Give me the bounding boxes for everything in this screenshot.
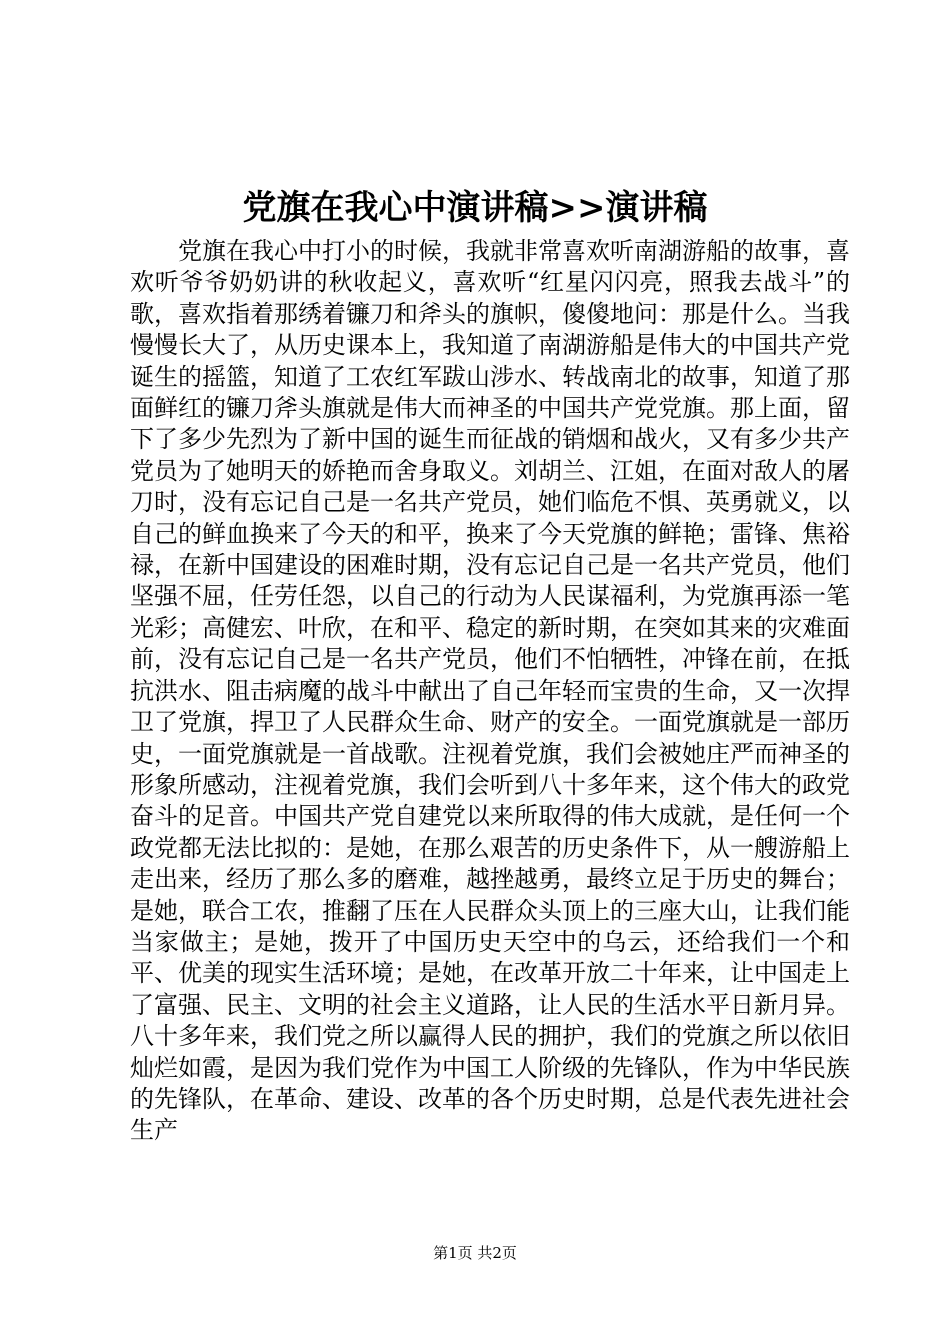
document-title: 党旗在我心中演讲稿>>演讲稿 <box>242 188 708 228</box>
page-number-footer: 第1页 共2页 <box>433 1244 517 1262</box>
document-body-paragraph: 党旗在我心中打小的时候，我就非常喜欢听南湖游船的故事，喜欢听爷爷奶奶讲的秋收起义，喜欢听“红星闪闪亮，照我去战斗”的歌，喜欢指着那绣着镰刀和斧头的旗帜，傻傻地问：那是什么。当我慢慢长大了，从历史课本上，我知道了南湖游船是伟大的中国共产党诞生的摇篮，知道了工农红军跋山涉水、转战南北的故事，知道了那面鲜红的镰刀斧头旗就是伟大而神圣的中国共产党党旗。那上面，留下了多少先烈为了新中国的诞生而征战的销烟和战火，又有多少共产党员为了她明天的娇艳而舍身取义。刘胡兰、江姐，在面对敌人的屠刀时，没有忘记自己是一名共产党员，她们临危不惧、英勇就义，以自己的鲜血换来了今天的和平，换来了今天党旗的鲜艳；雷锋、焦裕禄，在新中国建设的困难时期，没有忘记自己是一名共产党员，他们坚强不屈，任劳任怨，以自己的行动为人民谋福利，为党旗再添一笔光彩；高健宏、叶欣，在和平、稳定的新时期，在突如其来的灾难面前，没有忘记自己是一名共产党员，他们不怕牺牲，冲锋在前，在抵抗洪水、阻击病魔的战斗中献出了自己年轻而宝贵的生命，又一次捍卫了党旗，捍卫了人民群众生命、财产的安全。一面党旗就是一部历史，一面党旗就是一首战歌。注视着党旗，我们会被她庄严而神圣的形象所感动，注视着党旗，我们会听到八十多年来，这个伟大的政党奋斗的足音。中国共产党自建党以来所取得的伟大成就，是任何一个政党都无法比拟的：是她，在那么艰苦的历史条件下，从一艘游船上走出来，经历了那么多的磨难，越挫越勇，最终立足于历史的舞台；是她，联合工农，推翻了压在人民群众头顶上的三座大山，让我们能当家做主；是她，拨开了中国历史天空中的乌云，还给我们一个和平、优美的现实生活环境；是她，在改革开放二十年来，让中国走上了富强、民主、文明的社会主义道路，让人民的生活水平日新月异。八十多年来，我们党之所以赢得人民的拥护，我们的党旗之所以依旧灿烂如霞，是因为我们党作为中国工人阶级的先锋队，作为中华民族的先锋队，在革命、建设、改革的各个历史时期，总是代表先进社会生产 <box>130 237 850 1145</box>
